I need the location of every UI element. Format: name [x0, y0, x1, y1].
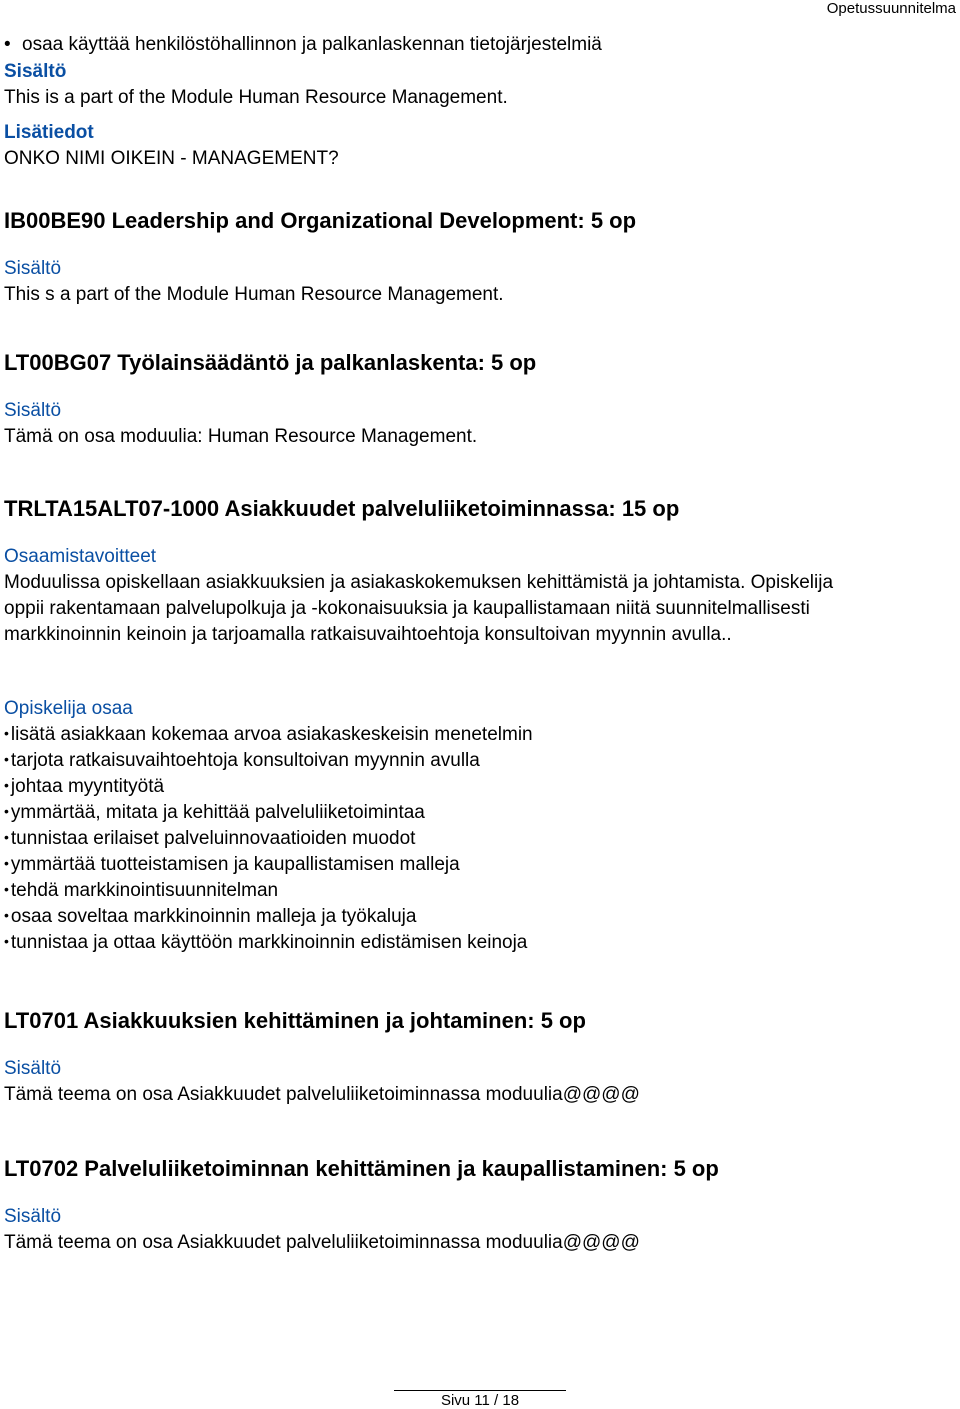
section-text: ONKO NIMI OIKEIN - MANAGEMENT?	[4, 148, 339, 169]
course-title: LT0702 Palveluliiketoiminnan kehittäminen ja kaupallistaminen: 5 op	[4, 1156, 719, 1181]
bullet-icon: •	[4, 803, 9, 819]
section-text-line: markkinoinnin keinoin ja tarjoamalla ratkaisuvaihtoehtoja konsultoivan myynnin avulla..	[4, 624, 732, 645]
section-label: Sisältö	[4, 61, 67, 82]
document-header-title: Opetussuunnitelma	[826, 0, 956, 17]
section-text: Tämä on osa moduulia: Human Resource Management.	[4, 426, 478, 447]
footer-divider	[394, 1390, 566, 1391]
section-text-line: Moduulissa opiskellaan asiakkuuksien ja asiakaskokemuksen kehittämistä ja johtamista. Opiskelija	[4, 572, 834, 593]
competence-bullet	[4, 32, 956, 58]
list-item: • ymmärtää, mitata ja kehittää palveluliiketoimintaa	[4, 802, 425, 823]
list-item: • ymmärtää tuotteistamisen ja kaupallistamisen malleja	[4, 854, 460, 875]
bullet-icon: •	[4, 933, 9, 949]
list-item: • tarjota ratkaisuvaihtoehtoja konsultoivan myynnin avulla	[4, 750, 480, 771]
bullet-icon: •	[4, 725, 9, 741]
document-body	[4, 32, 956, 1256]
bullet-icon: •	[4, 777, 9, 793]
list-label: Opiskelija osaa	[4, 698, 133, 719]
bullet-text: osaa käyttää henkilöstöhallinnon ja palkanlaskennan tietojärjestelmiä	[22, 34, 602, 55]
list-item: • lisätä asiakkaan kokemaa arvoa asiakaskeskeisin menetelmin	[4, 724, 533, 745]
section-label: Sisältö	[4, 1058, 62, 1079]
bullet-icon: •	[4, 907, 9, 923]
page-number: Sivu 11 / 18	[440, 1392, 520, 1409]
list-item: • tehdä markkinointisuunnitelman	[4, 880, 279, 901]
section-label: Sisältö	[4, 258, 62, 279]
section-text-line: oppii rakentamaan palvelupolkuja ja -kokonaisuuksia ja kaupallistamaan niitä suunnitelmallisesti	[4, 598, 810, 619]
course-title: LT00BG07 Työlainsäädäntö ja palkanlaskenta: 5 op	[4, 350, 537, 375]
bullet-icon: •	[4, 751, 9, 767]
section-label: Osaamistavoitteet	[4, 546, 157, 567]
section-label: Lisätiedot	[4, 122, 94, 143]
course-title: IB00BE90 Leadership and Organizational Development: 5 op	[4, 208, 637, 233]
outcomes-list	[4, 722, 956, 956]
list-item: • johtaa myyntityötä	[4, 776, 165, 797]
section-text: Tämä teema on osa Asiakkuudet palveluliiketoiminnassa moduulia@@@@	[4, 1232, 640, 1253]
list-item: • osaa soveltaa markkinoinnin malleja ja työkaluja	[4, 906, 417, 927]
bullet-icon: •	[4, 34, 11, 55]
section-text: This s a part of the Module Human Resource Management.	[4, 284, 504, 305]
section-label: Sisältö	[4, 1206, 62, 1227]
section-text: Tämä teema on osa Asiakkuudet palveluliiketoiminnassa moduulia@@@@	[4, 1084, 640, 1105]
section-text: This is a part of the Module Human Resource Management.	[4, 87, 508, 108]
course-title: TRLTA15ALT07-1000 Asiakkuudet palveluliiketoiminnassa: 15 op	[4, 496, 680, 521]
course-title: LT0701 Asiakkuuksien kehittäminen ja johtaminen: 5 op	[4, 1008, 586, 1033]
bullet-icon: •	[4, 829, 9, 845]
bullet-icon: •	[4, 855, 9, 871]
list-item: • tunnistaa erilaiset palveluinnovaatioiden muodot	[4, 828, 416, 849]
section-label: Sisältö	[4, 400, 62, 421]
bullet-icon: •	[4, 881, 9, 897]
list-item: • tunnistaa ja ottaa käyttöön markkinoinnin edistämisen keinoja	[4, 932, 528, 953]
